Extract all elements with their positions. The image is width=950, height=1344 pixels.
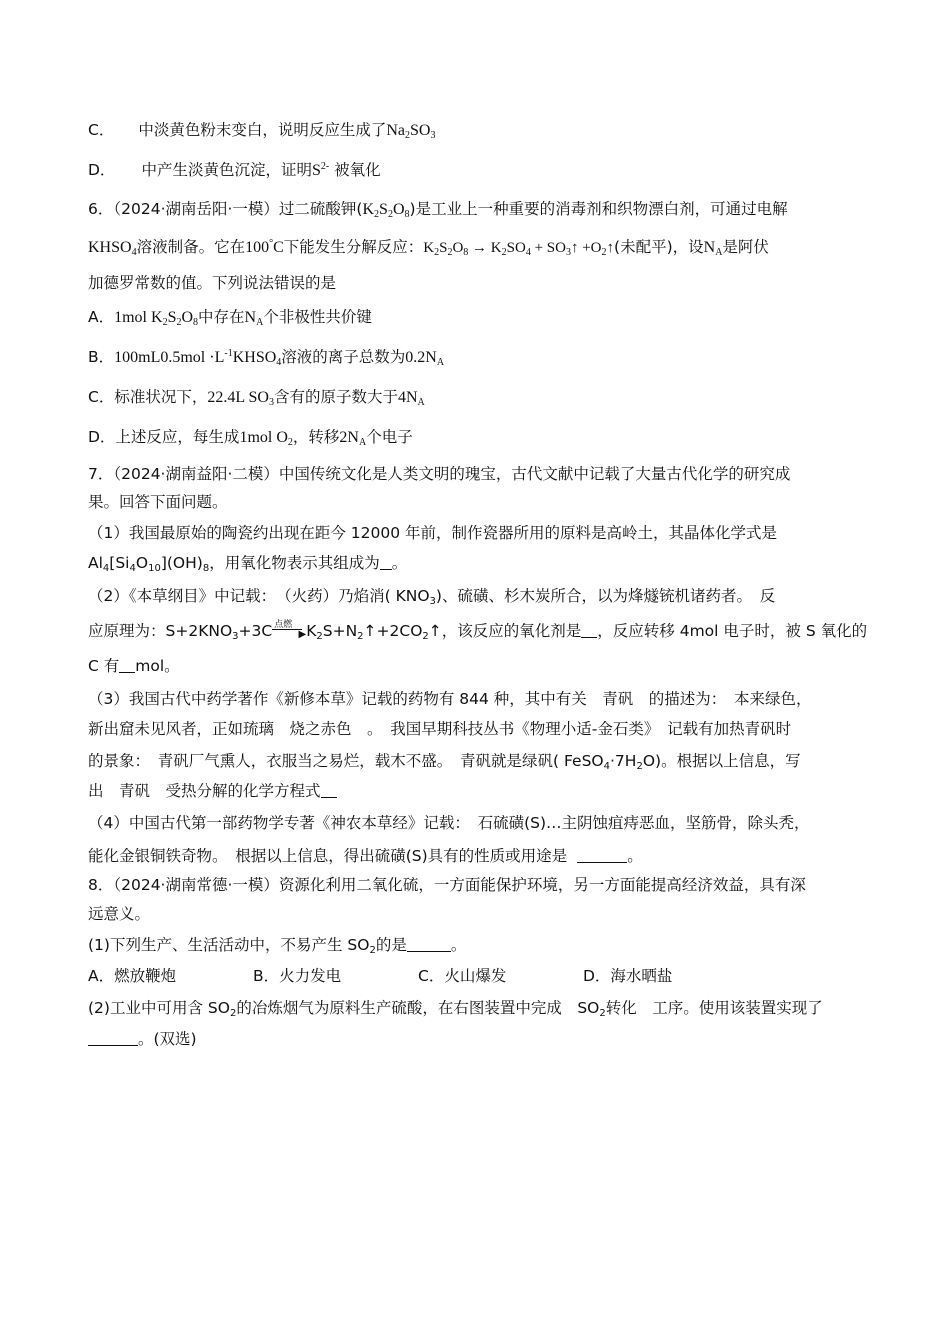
option-prefix: B． (88, 348, 115, 366)
q6-stem-line2 (88, 236, 769, 259)
formula: $2N_A$ (339, 429, 367, 448)
stem-text: 下能发生分解反应： (283, 238, 424, 256)
q7-part4-line1: （4）中国古代第一部药物学专著《神农本草经》记载： 石硫磺(S)…主阴蚀疽痔恶血，坚筋骨，除头秃， (88, 814, 810, 832)
q7-stem-line1: 7．（2024·湖南益阳·二模）中国传统文化是人类文明的瑰宝，古代文献中记载了大量古代化学的研究成 (88, 465, 791, 483)
answer-blank[interactable] (407, 935, 451, 952)
reaction-equation: $K_2S_2O_8 \to K_2SO_4$ + $SO_3↑$ $+O_2↑$ (423, 240, 615, 258)
option-text: 含有的原子数大于 (273, 388, 398, 406)
formula: $Na_2SO_3$ (386, 122, 436, 141)
question-number: 6． (88, 200, 114, 218)
formula: 1mol $K_2S_2O_8$ (114, 309, 199, 328)
option-prefix: C． (88, 121, 115, 139)
avogadro-symbol: $N_A$ (703, 239, 723, 258)
question-source: （2024·湖南岳阳·一模）过二硫酸钾( (113, 200, 363, 218)
answer-blank[interactable] (380, 553, 392, 570)
q7-part3-line4: 出 青矾 受热分解的化学方程式 (88, 780, 337, 802)
q7-part3-line1: （3）我国古代中药学著作《新修本草》记载的药物有 844 种，其中有关 青矾 的描述为： 本来绿色， (88, 690, 812, 708)
q6-option-c (88, 386, 425, 409)
answer-blank[interactable] (119, 656, 135, 673)
formula: $4N_A$ (397, 389, 425, 408)
q7-part1-line1: （1）我国最原始的陶瓷约出现在距今 12000 年前，制作瓷器所用的原料是高岭土，其晶体化学式是 (88, 524, 778, 542)
q8-stem-line2: 远意义。 (88, 905, 151, 923)
q8-option-a: A．燃放鞭炮 (88, 967, 177, 985)
option-text: ，转移 (292, 428, 340, 446)
option-prefix: C．标准状况下， (88, 388, 208, 406)
q7-stem-line2: 果。回答下面问题。 (88, 493, 228, 511)
q7-part3-line3: 的景象： 青矾厂气熏人，衣服当之易烂，载木不盛。 青矾就是绿矾( $FeSO_4\cdot 7H_2O$)。根据以上信息，写 (88, 752, 801, 772)
q7-part2-line2: 应原理为：$S+2KNO_3+3C$ 点燃 ▶ $K_2S+N_2↑+2CO_2↑$，该反应的氧化剂是 ，反应转移 4mol 电子时，被 S 氧化的 (88, 620, 868, 642)
q6-stem-line3: 加德罗常数的值。下列说法错误的是 (88, 274, 337, 292)
stem-text: 溶液制备。它在 (136, 238, 246, 256)
q5-option-d (88, 159, 381, 182)
q7-part2-line3: C 有 mol。 (88, 657, 180, 675)
option-prefix: A． (88, 308, 115, 326)
option-prefix: D． (88, 161, 116, 179)
reaction-arrow: 点燃 ▶ (274, 620, 307, 640)
option-text: 中淡黄色粉末变白，说明反应生成了 (138, 121, 387, 139)
formula: $0.2N_A$ (405, 349, 445, 368)
formula: 1mol $O_2$ (239, 429, 293, 448)
option-text: 溶液的离子总数为 (281, 348, 406, 366)
formula: $100mL0.5mol \cdot L^{-1}KHSO_4$ (114, 348, 282, 368)
formula: $KHSO_4$ (88, 239, 137, 258)
option-text: 个电子 (366, 428, 413, 446)
avogadro-symbol: $N_A$ (244, 309, 264, 328)
q5-option-c (88, 119, 435, 142)
temperature: 100°C (245, 238, 284, 256)
ion-formula: $S^{2-}$ (311, 161, 330, 179)
q6-option-b (88, 346, 444, 369)
q7-part2-line1: （2）《本草纲目》中记载： （火药）乃焰消( $KNO_3$)、硫磺、杉木炭所合，以为烽燧铳机诸药者。 反 (88, 587, 776, 607)
stem-text: 是阿伏 (722, 238, 769, 256)
option-text: 个非极性共价键 (263, 308, 372, 326)
answer-blank[interactable] (321, 781, 337, 798)
option-text: 中存在 (198, 308, 245, 326)
q6-option-a (88, 306, 372, 329)
q8-part2-line2: 。(双选) (88, 1028, 197, 1050)
option-prefix: D．上述反应，每生成 (88, 428, 240, 446)
option-text: 被氧化 (329, 161, 381, 179)
option-text: 中产生淡黄色沉淀，证明 (141, 161, 312, 179)
q8-part2-line1: (2)工业中可用含 $SO_2$的冶炼烟气为原料生产硫酸，在右图装置中完成 $SO_2$转化 工序。使用该装置实现了 (88, 999, 823, 1019)
q8-option-c: C．火山爆发 (418, 967, 507, 985)
answer-blank[interactable] (577, 846, 627, 863)
formula: $K_2S_2O_8$ (362, 201, 410, 220)
q8-option-b: B．火力发电 (253, 967, 342, 985)
q7-part1-line2: $Al_4[Si_4O_{10}](OH)_8$，用氧化物表示其组成为 。 (88, 554, 408, 574)
answer-blank[interactable] (88, 1029, 138, 1046)
q8-stem-line1: 8．（2024·湖南常德·一模）资源化利用二氧化硫，一方面能保护环境，另一方面能提高经济效益，具有深 (88, 876, 806, 894)
q7-part3-line2: 新出窟未见风者，正如琉璃 烧之赤色 。 我国早期科技丛书《物理小适-金石类》 记载有加热青矾时 (88, 720, 792, 738)
formula: 22.4L $SO_3$ (207, 389, 274, 408)
q8-option-d: D．海水晒盐 (583, 967, 673, 985)
stem-text: (未配平)，设 (614, 238, 704, 256)
q6-option-d (88, 426, 413, 449)
stem-text: )是工业上一种重要的消毒剂和织物漂白剂，可通过电解 (409, 200, 788, 218)
answer-blank[interactable] (581, 621, 597, 638)
q6-stem-line1 (88, 198, 788, 221)
q8-part1: (1)下列生产、生活活动中，不易产生 $SO_2$的是 。 (88, 936, 467, 956)
q7-part4-line2: 能化金银铜铁奇物。 根据以上信息，得出硫磺(S)具有的性质或用途是 。 (88, 847, 643, 865)
